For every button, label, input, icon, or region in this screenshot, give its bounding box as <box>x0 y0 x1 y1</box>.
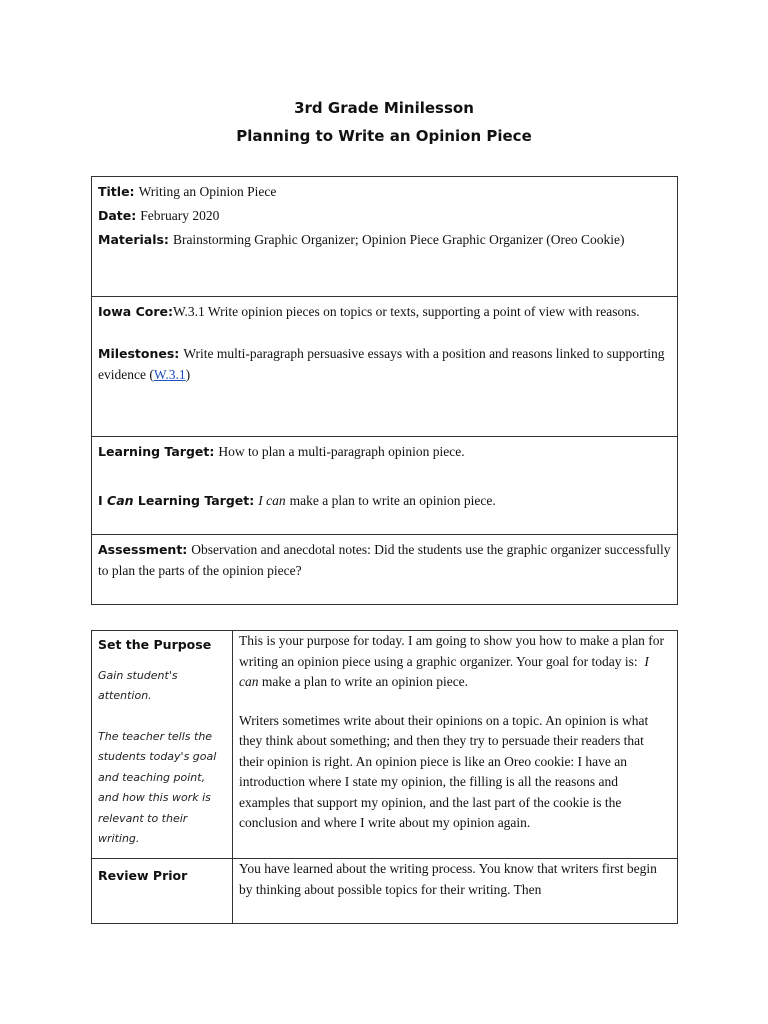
assessment-cell <box>92 535 678 605</box>
title-value: Writing an Opinion Piece <box>138 184 277 199</box>
milestones-value: Write multi-paragraph persuasive essays with a position and reasons linked to supporting evidence ( <box>98 346 665 382</box>
review-prior-label-cell <box>92 859 233 924</box>
learning-target-value: How to plan a multi-paragraph opinion piece. <box>218 444 465 459</box>
targets-cell <box>92 437 678 535</box>
i-can-value: make a plan to write an opinion piece. <box>289 493 496 508</box>
i-can-label: I Can Learning Target: <box>98 493 255 508</box>
standard-link[interactable]: W.3.1 <box>153 367 186 382</box>
review-prior-label: Review Prior <box>98 868 188 883</box>
materials-value: Brainstorming Graphic Organizer; Opinion Piece Graphic Organizer (Oreo Cookie) <box>172 232 625 247</box>
date-label: Date: <box>98 208 137 223</box>
review-prior-text: You have learned about the writing process. You know that writers first begin by thinking about possible topics for their writing. Then <box>239 861 657 897</box>
purpose-paragraph-1: This is your purpose for today. I am going to show you how to make a plan for writing an opinion piece using a graphic organizer. Your goal for today is: I can make a plan to write an opinion piece. <box>239 633 665 689</box>
lesson-steps-table <box>91 630 678 924</box>
standards-cell: Iowa Core:W.3.1 Write opinion pieces on topics or texts, supporting a point of view with reasons. Milestones: Write multi-paragraph persuasive essays with a position and reasons linked to supporting evidence (W.3.1) <box>92 297 678 437</box>
purpose-paragraph-2: Writers sometimes write about their opinions on a topic. An opinion is what they think about something; and then they try to persuade their readers that their opinion is right. An opinion piece is like an Oreo cookie: I have an introduction where I state my opinion, the filling is all the reasons and examples that support my opinion, and the last part of the cookie is the conclusion and where I write about my opinion again. <box>239 712 649 830</box>
lesson-info-table <box>91 176 678 605</box>
set-purpose-label-cell <box>92 631 233 859</box>
title-label: Title: <box>98 184 135 199</box>
learning-target-label: Learning Target: <box>98 444 215 459</box>
milestones-label: Milestones: <box>98 346 180 361</box>
assessment-label: Assessment: <box>98 542 188 557</box>
page-subtitle: Planning to Write an Opinion Piece <box>236 127 532 145</box>
materials-label: Materials: <box>98 232 169 247</box>
page-header <box>0 94 768 150</box>
i-can-emphasis: I can <box>258 493 286 508</box>
set-purpose-content-cell <box>233 631 678 859</box>
iowa-core-label: Iowa Core: <box>98 304 173 319</box>
assessment-value: Observation and anecdotal notes: Did the students use the graphic organizer successfully to plan the parts of the opinion piece? <box>98 542 671 578</box>
purpose-note-teacher: The teacher tells the students today's goal and teaching point, and how this work is relevant to their writing. <box>98 729 217 845</box>
iowa-core-value: W.3.1 Write opinion pieces on topics or texts, supporting a point of view with reasons. <box>172 304 640 319</box>
overview-cell <box>92 177 678 297</box>
review-prior-content-cell <box>233 859 678 924</box>
set-purpose-label: Set the Purpose <box>98 637 212 652</box>
page-title: 3rd Grade Minilesson <box>294 99 474 117</box>
purpose-note-attention: Gain student's attention. <box>98 668 178 702</box>
date-value: February 2020 <box>140 208 220 223</box>
